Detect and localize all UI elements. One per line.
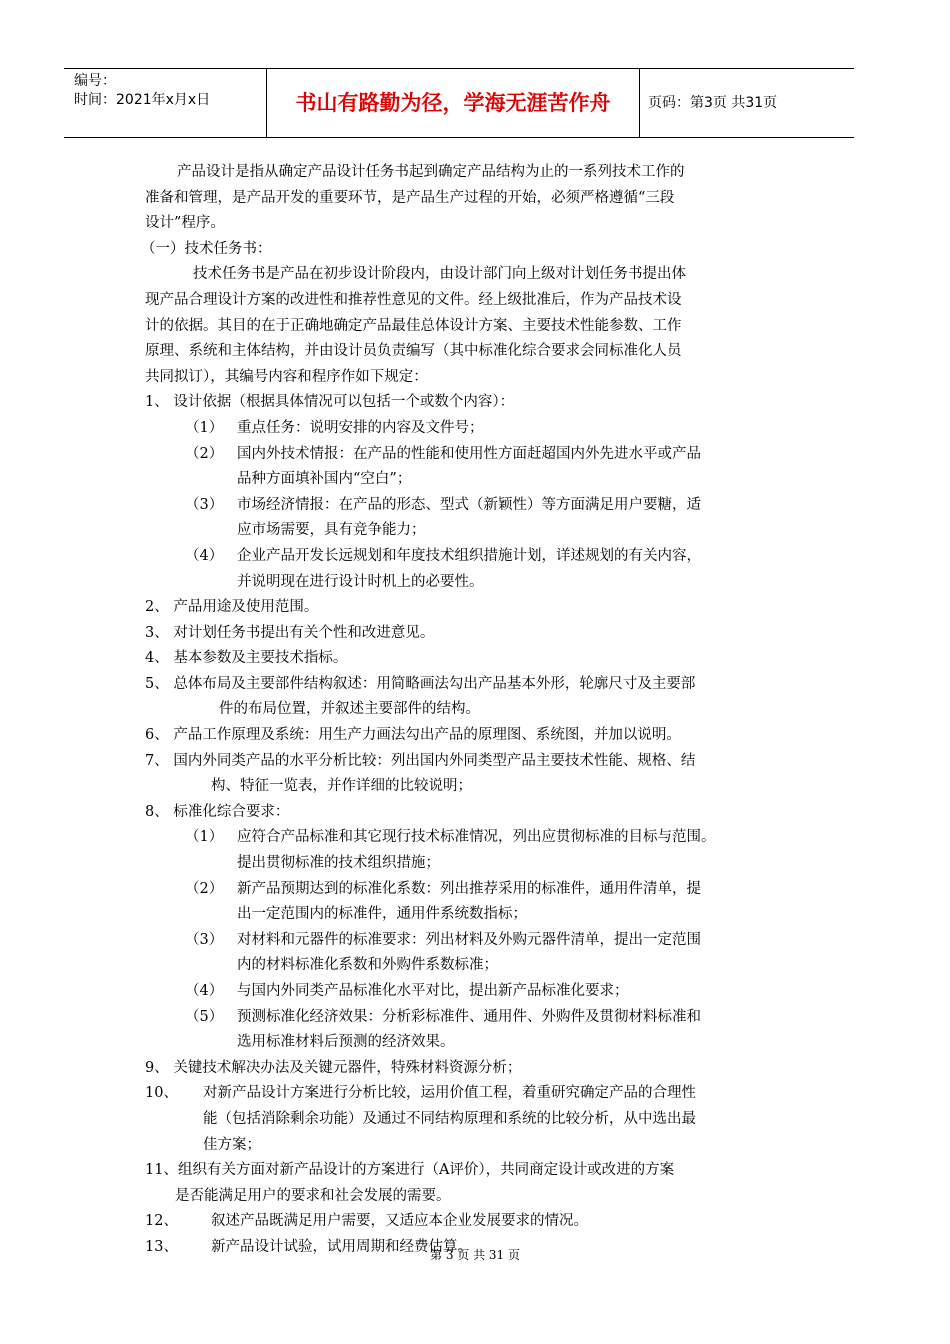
section-para-line: 现产品合理设计方案的改进性和推荐性意见的文件。经上级批准后，作为产品技术设 (145, 291, 682, 308)
sub-item (145, 877, 785, 903)
list-item: 6、 产品工作原理及系统：用生产力画法勾出产品的原理图、系统图，并加以说明。 (145, 727, 681, 744)
list-item-number: 10、 (145, 1085, 178, 1102)
intro-line: 产品设计是指从确定产品设计任务书起到确定产品结构为止的一系列技术工作的 (177, 164, 685, 180)
list-item: 5、 总体布局及主要部件结构叙述：用简略画法勾出产品基本外形，轮廓尺寸及主要部 (145, 675, 696, 692)
sub-item (145, 1005, 785, 1031)
sub-item-number: （4） (185, 547, 224, 564)
sub-item-number: （1） (185, 419, 224, 436)
sub-item-number: （3） (185, 496, 224, 513)
section-para-line: 原理、系统和主体结构，并由设计员负责编写（其中标准化综合要求会同标准化人员 (145, 343, 682, 360)
document-header (64, 68, 854, 138)
list-item: 2、 产品用途及使用范围。 (145, 599, 319, 616)
sub-item-continuation: 提出贯彻标准的技术组织措施； (237, 855, 440, 872)
list-item: 3、 对计划任务书提出有关个性和改进意见。 (145, 624, 435, 641)
list-item-number: 12、 (145, 1213, 178, 1230)
document-body (141, 160, 785, 1261)
list-item-text: 叙述产品既满足用户需要，又适应本企业发展要求的情况。 (211, 1213, 588, 1230)
sub-item (145, 979, 785, 1005)
sub-item (145, 493, 785, 519)
list-item: 11、组织有关方面对新产品设计的方案进行（A评价），共同商定设计或改进的方案 (145, 1162, 675, 1179)
header-page-number: 页码：第3页 共31页 (648, 95, 778, 111)
sub-item-continuation: 并说明现在进行设计时机上的必要性。 (237, 573, 484, 590)
sub-item-number: （4） (185, 983, 224, 999)
list-item (145, 1209, 785, 1235)
list-item-continuation: 是否能满足用户的要求和社会发展的需要。 (175, 1187, 451, 1204)
list-item (145, 1081, 785, 1107)
section-para-line: 计的依据。其目的在于正确地确定产品最佳总体设计方案、主要技术性能参数、工作 (145, 317, 682, 334)
intro-line: 准备和管理，是产品开发的重要环节，是产品生产过程的开始，必须严格遵循“三段 (145, 189, 675, 206)
list-item-continuation: 能（包括消除剩余功能）及通过不同结构原理和系统的比较分析，从中选出最 (203, 1110, 696, 1127)
sub-item (145, 442, 785, 468)
list-item-text: 新产品设计试验，试用周期和经费估算。 (211, 1238, 472, 1255)
sub-item (145, 825, 785, 851)
list-item: 7、 国内外同类产品的水平分析比较：列出国内外同类型产品主要技术性能、规格、结 (145, 752, 696, 769)
sub-item-continuation: 内的材料标准化系数和外购件系数标准； (237, 957, 498, 974)
sub-item-number: （2） (185, 880, 224, 897)
sub-item-continuation: 出一定范围内的标准件，通用件系统数指标； (237, 906, 527, 923)
header-divider (639, 69, 640, 137)
list-item-text: 对新产品设计方案进行分析比较，运用价值工程，着重研究确定产品的合理性 (203, 1085, 696, 1102)
header-meta (74, 69, 264, 140)
sub-item-text: 国内外技术情报：在产品的性能和使用性方面赶超国内外先进水平或产品 (237, 445, 701, 462)
section-title: （一）技术任务书： (141, 240, 272, 257)
list-item: 4、 基本参数及主要技术指标。 (145, 650, 348, 667)
sub-item-text: 应符合产品标准和其它现行技术标准情况，列出应贯彻标准的目标与范围。 (237, 829, 716, 846)
sub-item-number: （2） (185, 445, 224, 462)
sub-item-text: 重点任务：说明安排的内容及文件号； (237, 419, 484, 436)
page-footer: 第 3 页 共 31 页 (430, 1248, 520, 1262)
sub-item-continuation: 应市场需要，具有竞争能力； (237, 522, 426, 539)
sub-item-text: 企业产品开发长远规划和年度技术组织措施计划，详述规划的有关内容， (237, 547, 701, 564)
sub-item (145, 416, 785, 442)
list-item-number: 13、 (145, 1238, 178, 1255)
document-number-label: 编号： (74, 73, 116, 89)
list-item: 9、 关键技术解决办法及关键元器件，特殊材料资源分析； (145, 1059, 522, 1076)
sub-item-text: 预测标准化经济效果：分析彩标准件、通用件、外购件及贯彻材料标准和 (237, 1008, 701, 1025)
sub-item-text: 与国内外同类产品标准化水平对比，提出新产品标准化要求； (237, 983, 629, 999)
sub-item-text: 新产品预期达到的标准化系数：列出推荐采用的标准件，通用件清单，提 (237, 880, 701, 897)
list-item-continuation: 件的布局位置，并叙述主要部件的结构。 (219, 701, 480, 718)
sub-item-number: （3） (185, 931, 224, 948)
sub-item-text: 市场经济情报：在产品的形态、型式（新颖性）等方面满足用户要糖，适 (237, 496, 701, 513)
sub-item-text: 对材料和元器件的标准要求：列出材料及外购元器件清单，提出一定范围 (237, 931, 701, 948)
section-para-line: 共同拟订），其编号内容和程序作如下规定： (145, 368, 428, 385)
sub-item-continuation: 选用标准材料后预测的经济效果。 (237, 1034, 455, 1051)
sub-item (145, 544, 785, 570)
header-motto: 书山有路勤为径，学海无涯苦作舟 (295, 91, 611, 115)
sub-item-number: （1） (185, 829, 224, 846)
list-item: 1、 设计依据（根据具体情况可以包括一个或数个内容）： (145, 394, 515, 411)
list-item: 8、 标准化综合要求： (145, 803, 290, 820)
sub-item-continuation: 品种方面填补国内“空白”； (237, 471, 412, 488)
intro-line: 设计”程序。 (145, 215, 225, 232)
sub-item-number: （5） (185, 1008, 224, 1025)
list-item-continuation: 佳方案； (203, 1136, 261, 1153)
section-para-line: 技术任务书是产品在初步设计阶段内，由设计部门向上级对计划任务书提出体 (193, 266, 686, 283)
sub-item (145, 928, 785, 954)
list-item-continuation: 构、特征一览表，并作详细的比较说明； (211, 778, 472, 795)
document-time-label: 时间：2021年x月x日 (74, 92, 211, 108)
